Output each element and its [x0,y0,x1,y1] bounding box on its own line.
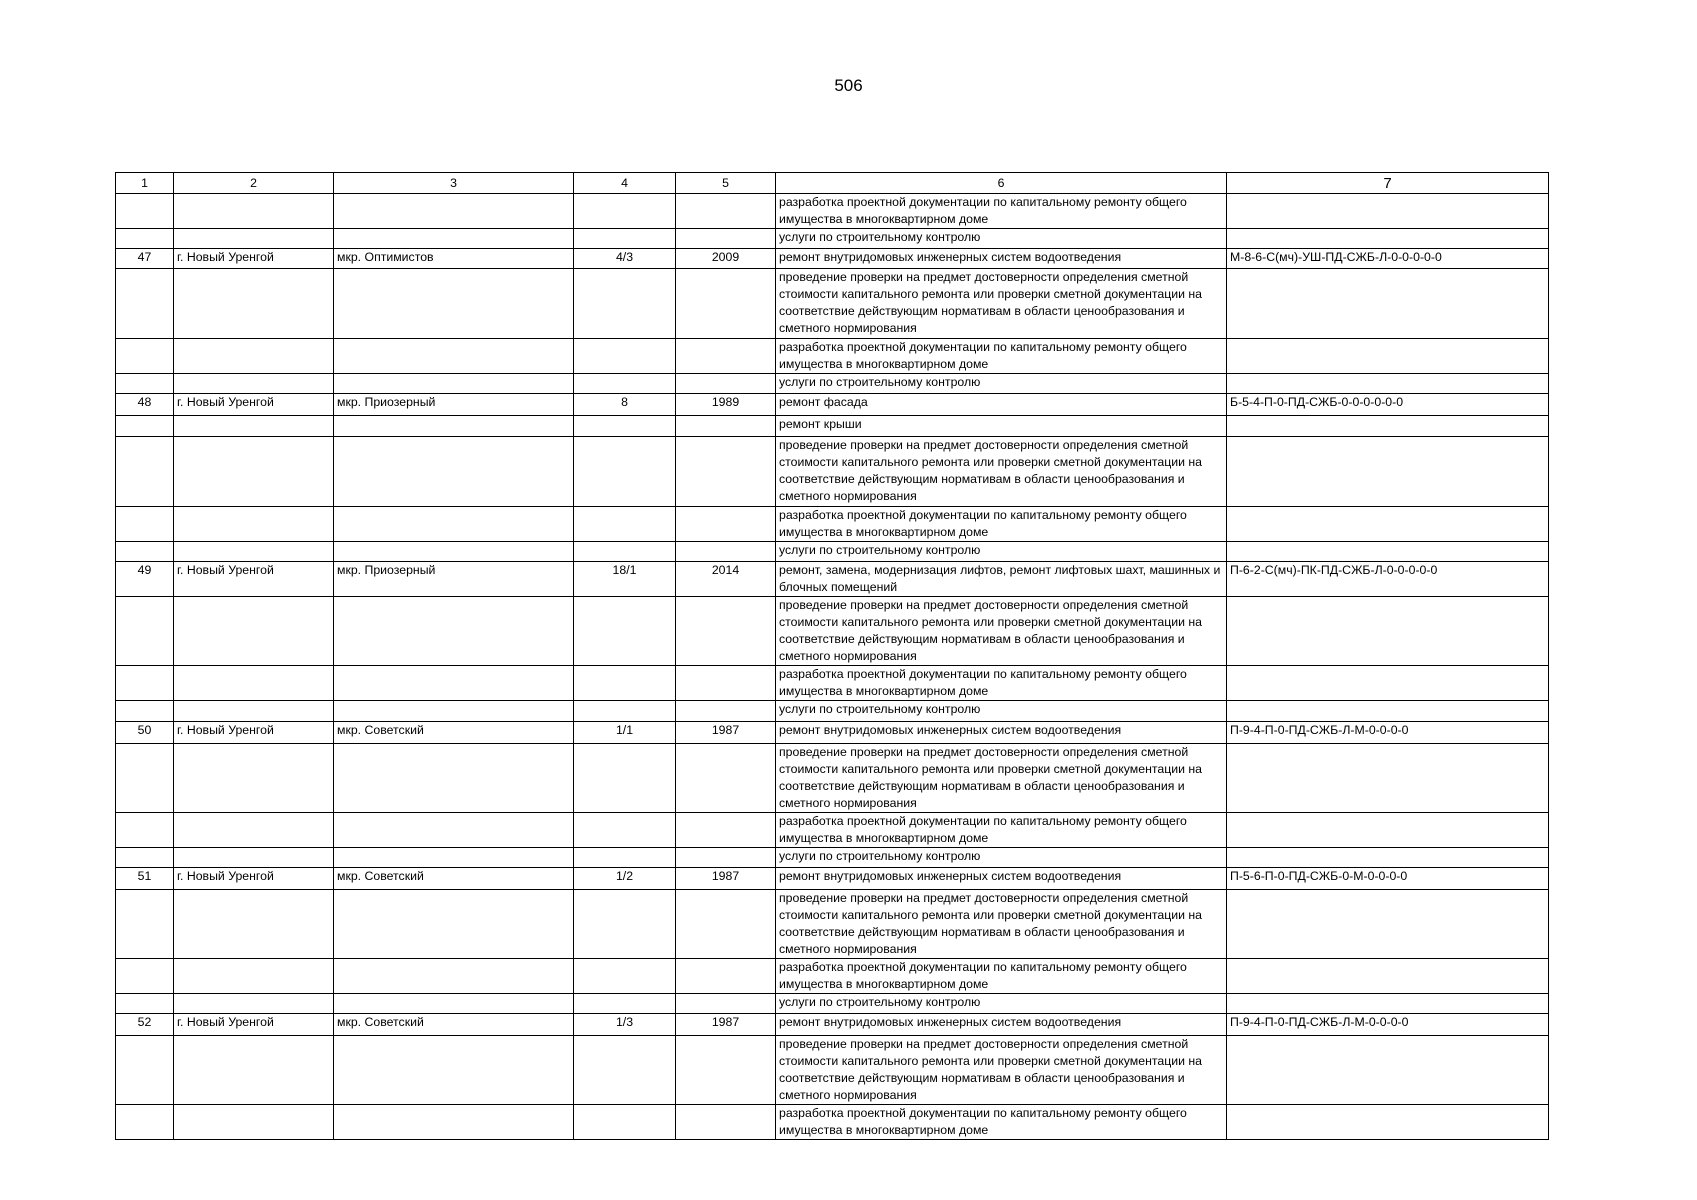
district-cell [334,959,574,994]
city-cell [174,507,334,542]
work-type-cell: услуги по строительному контролю [776,848,1227,868]
building-code-cell: П-5-6-П-0-ПД-СЖБ-0-М-0-0-0-0 [1227,868,1549,890]
table-row [116,744,1549,813]
city-cell [174,1036,334,1105]
building-code-cell [1227,890,1549,959]
house-number-cell [574,374,676,394]
district-cell [334,890,574,959]
table-row [116,959,1549,994]
row-number-cell: 50 [116,722,174,744]
work-type-cell: проведение проверки на предмет достоверности определения сметной стоимости капитального ремонта или проверки сметной документации на соответствие действующим нормативам в области ценообразования и сметного нормирования [776,597,1227,666]
work-type-cell: ремонт внутридомовых инженерных систем водоотведения [776,1014,1227,1036]
city-cell [174,813,334,848]
house-number-cell [574,848,676,868]
house-number-cell [574,744,676,813]
year-cell [676,744,776,813]
work-type-cell: ремонт, замена, модернизация лифтов, ремонт лифтовых шахт, машинных и блочных помещений [776,562,1227,597]
building-code-cell [1227,666,1549,701]
building-code-cell [1227,374,1549,394]
year-cell [676,542,776,562]
table-row [116,890,1549,959]
building-code-cell [1227,437,1549,507]
work-type-cell: ремонт внутридомовых инженерных систем водоотведения [776,249,1227,269]
work-type-cell: услуги по строительному контролю [776,229,1227,249]
city-cell: г. Новый Уренгой [174,249,334,269]
district-cell [334,339,574,374]
district-cell [334,269,574,339]
table-row [116,339,1549,374]
building-code-cell [1227,813,1549,848]
district-cell [334,994,574,1014]
building-code-cell [1227,959,1549,994]
city-cell [174,701,334,722]
column-header: 2 [174,173,334,194]
year-cell [676,229,776,249]
house-number-cell [574,813,676,848]
house-number-cell: 1/2 [574,868,676,890]
column-header: 4 [574,173,676,194]
column-header: 6 [776,173,1227,194]
year-cell [676,507,776,542]
row-number-cell [116,813,174,848]
year-cell: 1987 [676,868,776,890]
column-header: 1 [116,173,174,194]
house-number-cell [574,890,676,959]
year-cell [676,994,776,1014]
year-cell [676,437,776,507]
table-row [116,597,1549,666]
work-type-cell: ремонт фасада [776,394,1227,416]
work-type-cell: ремонт внутридомовых инженерных систем водоотведения [776,722,1227,744]
house-number-cell [574,701,676,722]
year-cell [676,1105,776,1140]
work-type-cell: услуги по строительному контролю [776,542,1227,562]
city-cell [174,848,334,868]
house-number-cell [574,437,676,507]
district-cell [334,666,574,701]
table-row [116,701,1549,722]
year-cell [676,890,776,959]
city-cell [174,194,334,229]
row-number-cell [116,437,174,507]
city-cell: г. Новый Уренгой [174,394,334,416]
city-cell: г. Новый Уренгой [174,868,334,890]
work-type-cell: ремонт крыши [776,416,1227,437]
house-number-cell: 18/1 [574,562,676,597]
row-number-cell [116,507,174,542]
row-number-cell: 48 [116,394,174,416]
building-code-cell: Б-5-4-П-0-ПД-СЖБ-0-0-0-0-0-0 [1227,394,1549,416]
table-row [116,1105,1549,1140]
work-type-cell: проведение проверки на предмет достоверности определения сметной стоимости капитального ремонта или проверки сметной документации на соответствие действующим нормативам в области ценообразования и сметного нормирования [776,437,1227,507]
district-cell: мкр. Приозерный [334,562,574,597]
house-number-cell: 1/1 [574,722,676,744]
row-number-cell [116,1105,174,1140]
table-row [116,722,1549,744]
city-cell [174,374,334,394]
header-row [116,173,1549,194]
page-number: 506 [834,76,863,95]
work-type-cell: проведение проверки на предмет достоверности определения сметной стоимости капитального ремонта или проверки сметной документации на соответствие действующим нормативам в области ценообразования и сметного нормирования [776,1036,1227,1105]
row-number-cell [116,890,174,959]
city-cell [174,994,334,1014]
city-cell: г. Новый Уренгой [174,1014,334,1036]
year-cell [676,269,776,339]
building-code-cell [1227,848,1549,868]
city-cell [174,959,334,994]
district-cell [334,542,574,562]
house-number-cell [574,666,676,701]
building-code-cell: П-6-2-С(мч)-ПК-ПД-СЖБ-Л-0-0-0-0-0 [1227,562,1549,597]
year-cell [676,666,776,701]
capital-repair-table [115,172,1549,1140]
building-code-cell [1227,229,1549,249]
table-row [116,813,1549,848]
row-number-cell [116,744,174,813]
column-header: 7 [1227,173,1549,194]
year-cell [676,959,776,994]
year-cell [676,701,776,722]
row-number-cell: 49 [116,562,174,597]
house-number-cell [574,1036,676,1105]
table-row [116,542,1549,562]
work-type-cell: услуги по строительному контролю [776,701,1227,722]
district-cell [334,597,574,666]
table-row [116,229,1549,249]
work-type-cell: проведение проверки на предмет достоверности определения сметной стоимости капитального ремонта или проверки сметной документации на соответствие действующим нормативам в области ценообразования и сметного нормирования [776,744,1227,813]
city-cell [174,666,334,701]
row-number-cell [116,597,174,666]
district-cell [334,437,574,507]
house-number-cell [574,507,676,542]
row-number-cell [116,339,174,374]
row-number-cell: 47 [116,249,174,269]
table-row [116,416,1549,437]
table-row [116,868,1549,890]
house-number-cell: 8 [574,394,676,416]
building-code-cell [1227,994,1549,1014]
city-cell [174,229,334,249]
table-row [116,437,1549,507]
row-number-cell: 52 [116,1014,174,1036]
row-number-cell: 51 [116,868,174,890]
city-cell [174,269,334,339]
work-type-cell: услуги по строительному контролю [776,374,1227,394]
building-code-cell [1227,1036,1549,1105]
building-code-cell [1227,269,1549,339]
table-row [116,507,1549,542]
house-number-cell: 4/3 [574,249,676,269]
district-cell: мкр. Приозерный [334,394,574,416]
work-type-cell: разработка проектной документации по капитальному ремонту общего имущества в многоквартирном доме [776,1105,1227,1140]
building-code-cell: П-9-4-П-0-ПД-СЖБ-Л-М-0-0-0-0 [1227,1014,1549,1036]
year-cell [676,374,776,394]
city-cell [174,542,334,562]
district-cell [334,701,574,722]
district-cell: мкр. Советский [334,1014,574,1036]
table-row [116,1014,1549,1036]
row-number-cell [116,229,174,249]
building-code-cell [1227,542,1549,562]
city-cell [174,437,334,507]
house-number-cell [574,959,676,994]
district-cell [334,374,574,394]
row-number-cell [116,959,174,994]
row-number-cell [116,269,174,339]
house-number-cell [574,194,676,229]
table-row [116,394,1549,416]
house-number-cell [574,994,676,1014]
district-cell: мкр. Советский [334,722,574,744]
work-type-cell: разработка проектной документации по капитальному ремонту общего имущества в многоквартирном доме [776,194,1227,229]
table-row [116,1036,1549,1105]
district-cell [334,1036,574,1105]
work-type-cell: разработка проектной документации по капитальному ремонту общего имущества в многоквартирном доме [776,507,1227,542]
year-cell: 1987 [676,1014,776,1036]
building-code-cell [1227,744,1549,813]
row-number-cell [116,994,174,1014]
year-cell [676,813,776,848]
district-cell: мкр. Советский [334,868,574,890]
column-header: 3 [334,173,574,194]
year-cell [676,194,776,229]
district-cell [334,229,574,249]
district-cell [334,416,574,437]
district-cell [334,848,574,868]
district-cell [334,1105,574,1140]
row-number-cell [116,416,174,437]
city-cell [174,890,334,959]
house-number-cell [574,542,676,562]
district-cell: мкр. Оптимистов [334,249,574,269]
district-cell [334,744,574,813]
table-row [116,994,1549,1014]
house-number-cell [574,269,676,339]
row-number-cell [116,374,174,394]
year-cell [676,1036,776,1105]
row-number-cell [116,848,174,868]
year-cell: 2009 [676,249,776,269]
building-code-cell [1227,597,1549,666]
city-cell [174,744,334,813]
table-row [116,249,1549,269]
city-cell [174,597,334,666]
work-type-cell: разработка проектной документации по капитальному ремонту общего имущества в многоквартирном доме [776,813,1227,848]
row-number-cell [116,542,174,562]
table-row [116,374,1549,394]
work-type-cell: разработка проектной документации по капитальному ремонту общего имущества в многоквартирном доме [776,666,1227,701]
house-number-cell [574,597,676,666]
work-type-cell: услуги по строительному контролю [776,994,1227,1014]
year-cell [676,339,776,374]
row-number-cell [116,1036,174,1105]
work-type-cell: проведение проверки на предмет достоверности определения сметной стоимости капитального ремонта или проверки сметной документации на соответствие действующим нормативам в области ценообразования и сметного нормирования [776,890,1227,959]
row-number-cell [116,194,174,229]
district-cell [334,507,574,542]
row-number-cell [116,666,174,701]
city-cell [174,339,334,374]
building-code-cell [1227,507,1549,542]
row-number-cell [116,701,174,722]
work-type-cell: разработка проектной документации по капитальному ремонту общего имущества в многоквартирном доме [776,339,1227,374]
work-type-cell: проведение проверки на предмет достоверности определения сметной стоимости капитального ремонта или проверки сметной документации на соответствие действующим нормативам в области ценообразования и сметного нормирования [776,269,1227,339]
house-number-cell [574,229,676,249]
work-type-cell: разработка проектной документации по капитальному ремонту общего имущества в многоквартирном доме [776,959,1227,994]
city-cell [174,416,334,437]
table-row [116,269,1549,339]
year-cell: 1989 [676,394,776,416]
district-cell [334,813,574,848]
year-cell: 1987 [676,722,776,744]
city-cell: г. Новый Уренгой [174,722,334,744]
year-cell [676,848,776,868]
table-row [116,848,1549,868]
work-type-cell: ремонт внутридомовых инженерных систем водоотведения [776,868,1227,890]
building-code-cell [1227,339,1549,374]
year-cell [676,416,776,437]
building-code-cell [1227,701,1549,722]
year-cell [676,597,776,666]
table-row [116,666,1549,701]
city-cell [174,1105,334,1140]
house-number-cell [574,416,676,437]
house-number-cell [574,1105,676,1140]
building-code-cell: П-9-4-П-0-ПД-СЖБ-Л-М-0-0-0-0 [1227,722,1549,744]
city-cell: г. Новый Уренгой [174,562,334,597]
table-row [116,194,1549,229]
building-code-cell [1227,416,1549,437]
building-code-cell [1227,194,1549,229]
house-number-cell [574,339,676,374]
building-code-cell [1227,1105,1549,1140]
building-code-cell: М-8-6-С(мч)-УШ-ПД-СЖБ-Л-0-0-0-0-0 [1227,249,1549,269]
district-cell [334,194,574,229]
year-cell: 2014 [676,562,776,597]
table-row [116,562,1549,597]
house-number-cell: 1/3 [574,1014,676,1036]
column-header: 5 [676,173,776,194]
